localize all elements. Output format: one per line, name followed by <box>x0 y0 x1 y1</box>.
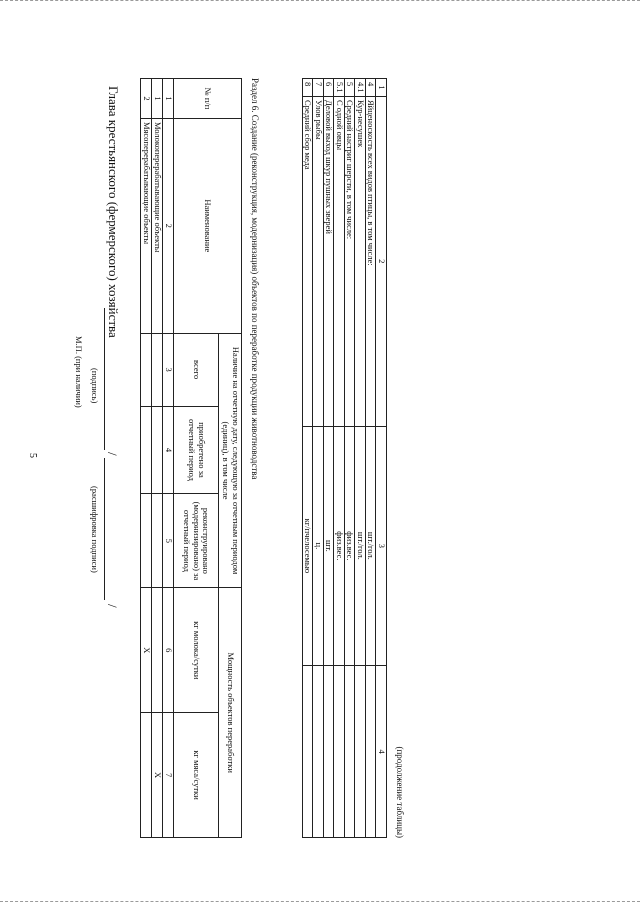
row-name: Кур-несушек <box>355 96 366 426</box>
row-name: Молокоперерабатывающие объекты <box>152 118 163 333</box>
column-number: 3 <box>163 333 174 406</box>
column-number: 6 <box>163 588 174 713</box>
signature-line[interactable] <box>104 308 105 450</box>
row-unit: кг/пчелосемью <box>302 426 313 666</box>
row-name: С одной овцы <box>334 96 345 426</box>
row-value-input[interactable] <box>344 666 355 838</box>
column-number: 7 <box>163 713 174 838</box>
continuation-note: (продолжение таблицы) <box>395 746 405 838</box>
header-cell: 2 <box>376 96 387 426</box>
milk-capacity-input[interactable] <box>152 588 163 713</box>
row-value-input[interactable] <box>365 666 376 838</box>
meat-capacity-cell: X <box>152 713 163 838</box>
row-value-input[interactable] <box>323 666 334 838</box>
total-input[interactable] <box>141 333 152 406</box>
header-availability: Наличие на отчетную дату, следующую за отчетным периодом (единиц), в том числе <box>219 333 242 588</box>
row-name: Средний сбор меда <box>302 96 313 426</box>
decoding-line[interactable] <box>104 458 105 600</box>
table-row <box>344 79 355 838</box>
acquired-input[interactable] <box>152 406 163 494</box>
row-unit: физ.вес. <box>344 426 355 666</box>
row-value-input[interactable] <box>313 666 324 838</box>
row-number: 6 <box>323 79 334 97</box>
row-number: 5 <box>344 79 355 97</box>
row-number: 1 <box>152 79 163 119</box>
livestock-productivity-table <box>302 78 387 838</box>
row-number: 4 <box>365 79 376 97</box>
row-unit: ц. <box>313 426 324 666</box>
header-capacity: Мощность объектов переработки <box>219 588 242 838</box>
scan-edge-bottom <box>0 901 640 903</box>
header-name: Наименование <box>174 118 242 333</box>
header-cell: 3 <box>376 426 387 666</box>
row-unit: шт./гол. <box>355 426 366 666</box>
header-num: № п/п <box>174 79 242 119</box>
row-number: 7 <box>313 79 324 97</box>
total-input[interactable] <box>152 333 163 406</box>
table-row <box>355 79 366 838</box>
reconstructed-input[interactable] <box>141 494 152 588</box>
row-number: 2 <box>141 79 152 119</box>
signature-block <box>50 86 120 846</box>
column-number: 2 <box>163 118 174 333</box>
head-of-farm-title: Глава крестьянского (фермерского) хозяйства <box>106 86 121 338</box>
processing-objects-table <box>140 78 242 838</box>
table-row <box>141 79 152 838</box>
header-cell: 4 <box>376 666 387 838</box>
row-name: Средний настриг шерсти, в том числе: <box>344 96 355 426</box>
column-number: 5 <box>163 494 174 588</box>
milk-capacity-cell: X <box>141 588 152 713</box>
header-milk-unit: кг молока/сутки <box>174 588 219 713</box>
row-name: Деловой выход шкур пушных зверей <box>323 96 334 426</box>
table-row <box>323 79 334 838</box>
table-row <box>152 79 163 838</box>
slash-separator: / <box>105 604 120 608</box>
table-header-row <box>219 79 242 838</box>
header-reconstructed: реконструировано (модернизировано) за отчетный период <box>174 494 219 588</box>
signature-caption: (подпись) <box>90 368 100 404</box>
table-row <box>302 79 313 838</box>
header-total: всего <box>174 333 219 406</box>
row-value-input[interactable] <box>334 666 345 838</box>
row-unit: шт./гол. <box>365 426 376 666</box>
meat-capacity-input[interactable] <box>141 713 152 838</box>
row-unit: физ.вес. <box>334 426 345 666</box>
row-value-input[interactable] <box>355 666 366 838</box>
header-cell: 1 <box>376 79 387 97</box>
column-number: 1 <box>163 79 174 119</box>
column-number-row <box>163 79 174 838</box>
section-6-title: Раздел 6. Создание (реконструкция, модернизация) объектов по переработке продукции животноводства <box>250 78 260 480</box>
scan-edge-top <box>0 0 640 2</box>
row-name: Яйценоскость всех видов птицы, в том числе: <box>365 96 376 426</box>
stamp-place-label: М.П. (при наличии) <box>74 336 84 408</box>
rotated-document-sheet <box>20 58 420 848</box>
page-number: 5 <box>27 453 38 458</box>
table-row <box>334 79 345 838</box>
slash-separator: / <box>105 452 120 456</box>
row-number: 5.1 <box>334 79 345 97</box>
column-number: 4 <box>163 406 174 494</box>
reconstructed-input[interactable] <box>152 494 163 588</box>
decoding-caption: (расшифровка подписи) <box>90 486 100 573</box>
row-number: 8 <box>302 79 313 97</box>
table-row <box>365 79 376 838</box>
row-unit: шт. <box>323 426 334 666</box>
row-number: 4.1 <box>355 79 366 97</box>
header-acquired: приобретено за отчетный период <box>174 406 219 494</box>
header-meat-unit: кг мяса/сутки <box>174 713 219 838</box>
table-header-row <box>376 79 387 838</box>
table-row <box>313 79 324 838</box>
row-value-input[interactable] <box>302 666 313 838</box>
acquired-input[interactable] <box>141 406 152 494</box>
row-name: Улов рыбы <box>313 96 324 426</box>
row-name: Мясоперерабатывающие объекты <box>141 118 152 333</box>
